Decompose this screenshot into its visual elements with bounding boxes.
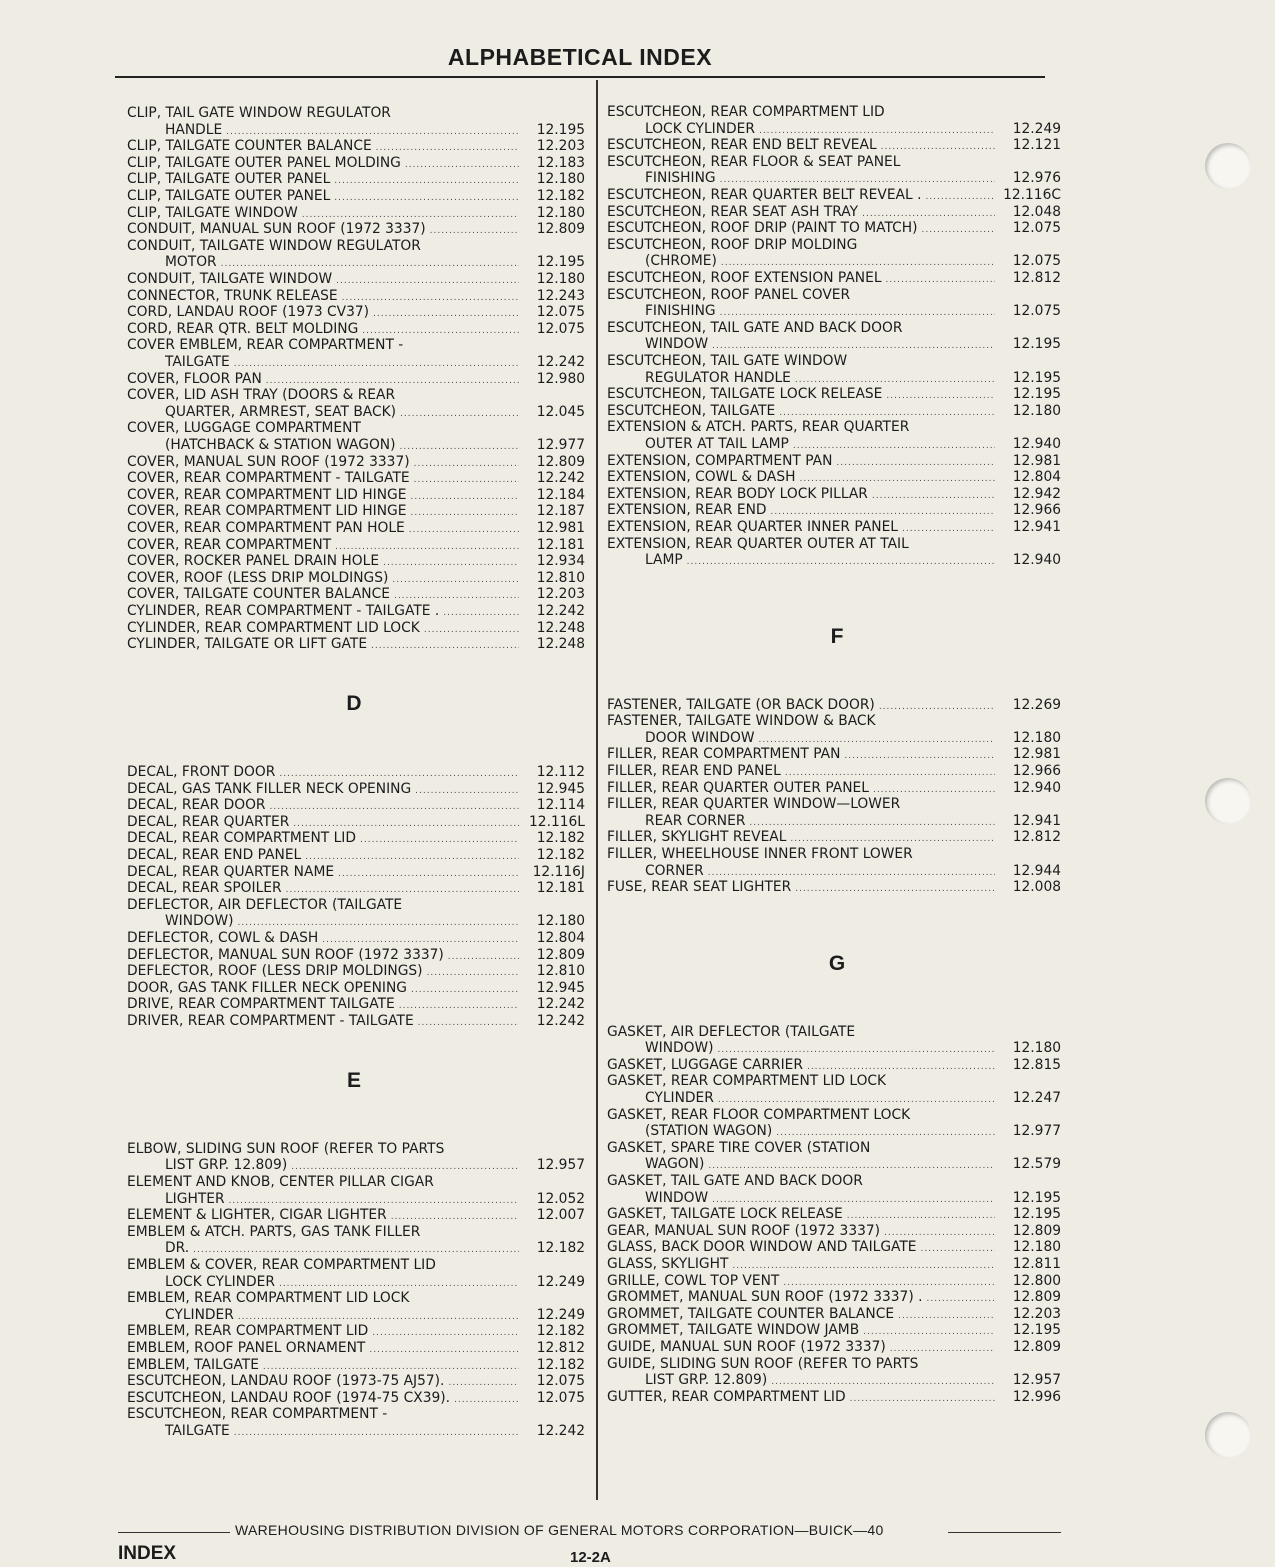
entry-group-number: 12.180 — [1012, 1040, 1061, 1057]
entry-group-number: 12.181 — [536, 536, 585, 553]
entry-group-number: 12.579 — [1012, 1156, 1061, 1173]
index-entry — [127, 1290, 585, 1325]
entry-text: COVER, REAR COMPARTMENT - TAILGATE — [127, 470, 410, 487]
entry-text: ELBOW, SLIDING SUN ROOF (REFER TO PARTS — [127, 1140, 445, 1157]
entry-text: DECAL, REAR QUARTER NAME — [127, 863, 335, 880]
entry-group-number: 12.809 — [536, 221, 585, 238]
entry-text: EMBLEM, REAR COMPARTMENT LID — [127, 1323, 369, 1340]
entry-text: (HATCHBACK & STATION WAGON) — [165, 436, 396, 453]
entry-group-number: 12.940 — [1012, 552, 1061, 569]
index-entry — [607, 879, 1061, 898]
index-entry — [127, 1141, 585, 1176]
entry-group-number: 12.195 — [1012, 1322, 1061, 1339]
index-entry — [607, 154, 1061, 189]
entry-group-number: 12.966 — [1012, 502, 1061, 519]
entry-group-number: 12.121 — [1012, 137, 1061, 154]
entry-group-number: 12.242 — [536, 603, 585, 619]
entry-group-number: 12.075 — [536, 320, 585, 337]
entry-group-number: 12.180 — [536, 171, 585, 188]
entry-text: DOOR WINDOW — [645, 729, 755, 746]
entry-text: DECAL, REAR COMPARTMENT LID — [127, 830, 357, 847]
entry-text: CORD, LANDAU ROOF (1973 CV37) — [127, 304, 370, 321]
entry-text: GROMMET, TAILGATE COUNTER BALANCE — [607, 1305, 895, 1322]
entry-group-number: 12.195 — [1012, 386, 1061, 403]
index-entry — [607, 1073, 1061, 1108]
entry-text: GROMMET, TAILGATE WINDOW JAMB — [607, 1322, 860, 1339]
entry-text: ESCUTCHEON, TAIL GATE WINDOW — [607, 353, 848, 369]
entry-text: ESCUTCHEON, TAILGATE — [607, 402, 776, 419]
entry-text: COVER, FLOOR PAN — [127, 370, 262, 387]
entry-group-number: 12.182 — [536, 188, 585, 204]
entry-group-number: 12.981 — [536, 520, 585, 536]
entry-text: EMBLEM, ROOF PANEL ORNAMENT — [127, 1340, 366, 1357]
footer-page-number: 12-2A — [570, 1549, 611, 1566]
entry-text: GEAR, MANUAL SUN ROOF (1972 3337) — [607, 1222, 881, 1239]
entry-text: ESCUTCHEON, ROOF DRIP (PAINT TO MATCH) — [607, 220, 918, 237]
entry-group-number: 12.195 — [1012, 336, 1061, 353]
index-entry — [127, 105, 585, 140]
index-entry — [607, 1024, 1061, 1059]
entry-text: COVER, MANUAL SUN ROOF (1972 3337) — [127, 453, 410, 470]
entry-group-number: 12.116C — [1003, 187, 1061, 203]
entry-text: LIST GRP. 12.809) — [645, 1372, 768, 1389]
entry-text: ESCUTCHEON, REAR END BELT REVEAL — [607, 137, 877, 154]
entry-text: EXTENSION, REAR QUARTER INNER PANEL — [607, 519, 898, 535]
entry-text: WINDOW) — [645, 1040, 714, 1057]
entry-text: WINDOW — [645, 1189, 709, 1206]
entry-group-number: 12.180 — [536, 271, 585, 287]
entry-text: FASTENER, TAILGATE (OR BACK DOOR) — [607, 696, 875, 713]
entry-text: GASKET, TAILGATE LOCK RELEASE — [607, 1206, 843, 1223]
entry-text: GLASS, BACK DOOR WINDOW AND TAILGATE — [607, 1239, 917, 1256]
entry-group-number: 12.941 — [1012, 519, 1061, 535]
entry-text: CYLINDER — [165, 1306, 234, 1323]
entry-text: EMBLEM, TAILGATE — [127, 1356, 259, 1373]
entry-text: EXTENSION, COWL & DASH — [607, 469, 796, 486]
entry-text: FILLER, REAR QUARTER WINDOW—LOWER — [607, 796, 901, 813]
entry-text: ESCUTCHEON, REAR FLOOR & SEAT PANEL — [607, 153, 901, 170]
entry-text: GASKET, LUGGAGE CARRIER — [607, 1056, 803, 1073]
entry-group-number: 12.809 — [536, 453, 585, 470]
entry-group-number: 12.075 — [1012, 253, 1061, 270]
entry-group-number: 12.809 — [1012, 1339, 1061, 1356]
entry-group-number: 12.804 — [1012, 469, 1061, 486]
index-entry — [607, 796, 1061, 831]
entry-text: COVER EMBLEM, REAR COMPARTMENT - — [127, 337, 404, 354]
entry-text: GUTTER, REAR COMPARTMENT LID — [607, 1388, 846, 1405]
entry-group-number: 12.945 — [536, 979, 585, 996]
column-divider — [596, 80, 598, 1500]
entry-text: REGULATOR HANDLE — [645, 369, 791, 386]
entry-text: FILLER, REAR COMPARTMENT PAN — [607, 746, 841, 763]
index-entry — [607, 1389, 1061, 1408]
index-entry — [127, 636, 585, 655]
index-entry — [607, 1173, 1061, 1208]
entry-text: ESCUTCHEON, REAR COMPARTMENT LID — [607, 104, 885, 120]
section-letter-f: F — [830, 624, 844, 648]
entry-text: CLIP, TAILGATE OUTER PANEL MOLDING — [127, 154, 401, 171]
entry-group-number: 12.242 — [536, 353, 585, 370]
entry-group-number: 12.249 — [536, 1273, 585, 1290]
section-letter-g: G — [828, 951, 846, 975]
entry-group-number: 12.242 — [536, 1423, 585, 1440]
entry-text: DRIVER, REAR COMPARTMENT - TAILGATE — [127, 1013, 414, 1030]
entry-group-number: 12.977 — [1012, 1123, 1061, 1140]
index-entry — [607, 713, 1061, 748]
entry-group-number: 12.811 — [1012, 1256, 1061, 1273]
footer-rule-left — [118, 1532, 230, 1533]
entry-text: CLIP, TAILGATE COUNTER BALANCE — [127, 138, 372, 155]
entry-text: ESCUTCHEON, LANDAU ROOF (1973-75 AJ57). — [127, 1373, 445, 1390]
entry-text: WINDOW) — [165, 913, 234, 930]
entry-group-number: 12.966 — [1012, 763, 1061, 780]
entry-text: COVER, TAILGATE COUNTER BALANCE — [127, 586, 390, 603]
entry-text: EMBLEM, REAR COMPARTMENT LID LOCK — [127, 1290, 410, 1307]
entry-group-number: 12.052 — [536, 1190, 585, 1207]
footer-section-label: INDEX — [118, 1543, 177, 1564]
entry-text: ELEMENT & LIGHTER, CIGAR LIGHTER — [127, 1207, 387, 1224]
entry-text: CYLINDER, REAR COMPARTMENT - TAILGATE . — [127, 603, 440, 619]
entry-group-number: 12.996 — [1012, 1388, 1061, 1405]
entry-group-number: 12.075 — [536, 1373, 585, 1390]
entry-text: EXTENSION & ATCH. PARTS, REAR QUARTER — [607, 419, 910, 436]
entry-group-number: 12.180 — [1012, 729, 1061, 746]
entry-group-number: 12.182 — [536, 1323, 585, 1340]
entry-group-number: 12.809 — [536, 946, 585, 963]
section-letter-d: D — [346, 692, 362, 715]
entry-group-number: 12.934 — [536, 553, 585, 570]
entry-group-number: 12.075 — [1012, 303, 1061, 320]
entry-group-number: 12.800 — [1012, 1272, 1061, 1289]
entry-group-number: 12.112 — [536, 764, 585, 781]
index-entry — [607, 1356, 1061, 1391]
entry-group-number: 12.981 — [1012, 746, 1061, 763]
entry-group-number: 12.945 — [536, 780, 585, 797]
index-entry — [607, 287, 1061, 322]
entry-text: DOOR, GAS TANK FILLER NECK OPENING — [127, 979, 407, 996]
entry-text: DRIVE, REAR COMPARTMENT TAILGATE — [127, 996, 395, 1013]
entry-group-number: 12.075 — [536, 1389, 585, 1406]
entry-group-number: 12.242 — [536, 1013, 585, 1030]
entry-group-number: 12.815 — [1012, 1056, 1061, 1073]
entry-group-number: 12.804 — [536, 930, 585, 947]
entry-text: CORD, REAR QTR. BELT MOLDING — [127, 320, 359, 337]
entry-text: CYLINDER — [645, 1090, 714, 1107]
entry-text: DECAL, REAR DOOR — [127, 797, 266, 814]
entry-group-number: 12.007 — [536, 1207, 585, 1224]
entry-text: COVER, ROCKER PANEL DRAIN HOLE — [127, 553, 380, 570]
entry-text: DEFLECTOR, MANUAL SUN ROOF (1972 3337) — [127, 946, 444, 963]
binder-hole-middle — [1205, 778, 1251, 824]
footer-publisher: WAREHOUSING DISTRIBUTION DIVISION OF GENERAL MOTORS CORPORATION—BUICK—40 — [235, 1522, 884, 1538]
entry-text: GASKET, REAR COMPARTMENT LID LOCK — [607, 1073, 887, 1090]
index-entry — [127, 387, 585, 422]
index-entry — [607, 104, 1061, 139]
entry-group-number: 12.075 — [1012, 220, 1061, 237]
entry-group-number: 12.182 — [536, 847, 585, 864]
entry-text: CLIP, TAIL GATE WINDOW REGULATOR — [127, 105, 391, 121]
index-entry — [607, 353, 1061, 388]
entry-text: ESCUTCHEON, ROOF EXTENSION PANEL — [607, 270, 882, 286]
entry-group-number: 12.976 — [1012, 170, 1061, 187]
entry-text: CONDUIT, MANUAL SUN ROOF (1972 3337) — [127, 221, 426, 238]
entry-text: TAILGATE — [165, 1423, 230, 1440]
entry-group-number: 12.048 — [1012, 203, 1061, 220]
entry-text: CLIP, TAILGATE OUTER PANEL — [127, 171, 331, 188]
entry-text: ESCUTCHEON, LANDAU ROOF (1974-75 CX39). — [127, 1389, 451, 1406]
index-entry — [127, 1406, 585, 1441]
entry-text: ESCUTCHEON, REAR QUARTER BELT REVEAL . — [607, 187, 922, 203]
section-letter-e: E — [346, 1068, 361, 1092]
entry-group-number: 12.942 — [1012, 485, 1061, 502]
entry-text: LAMP — [645, 552, 683, 569]
entry-text: DEFLECTOR, AIR DEFLECTOR (TAILGATE — [127, 896, 403, 913]
entry-group-number: 12.195 — [1012, 1206, 1061, 1223]
entry-group-number: 12.242 — [536, 996, 585, 1013]
entry-text: GUIDE, MANUAL SUN ROOF (1972 3337) — [607, 1339, 886, 1356]
entry-text: LOCK CYLINDER — [645, 120, 755, 137]
entry-text: FILLER, SKYLIGHT REVEAL — [607, 829, 787, 846]
dot-leader — [371, 638, 519, 655]
entry-text: ESCUTCHEON, ROOF DRIP MOLDING — [607, 236, 858, 253]
entry-group-number: 12.203 — [1012, 1305, 1061, 1322]
entry-text: COVER, REAR COMPARTMENT LID HINGE — [127, 486, 407, 503]
entry-group-number: 12.203 — [536, 586, 585, 603]
entry-text: EMBLEM & ATCH. PARTS, GAS TANK FILLER — [127, 1223, 421, 1240]
index-entry — [607, 419, 1061, 454]
entry-text: GROMMET, MANUAL SUN ROOF (1972 3337) . — [607, 1289, 923, 1306]
entry-group-number: 12.114 — [536, 797, 585, 814]
index-entry — [127, 238, 585, 273]
index-entry — [127, 1257, 585, 1292]
entry-text: GASKET, SPARE TIRE COVER (STATION — [607, 1139, 871, 1156]
entry-text: CYLINDER, REAR COMPARTMENT LID LOCK — [127, 619, 420, 636]
entry-group-number: 12.977 — [536, 436, 585, 453]
entry-group-number: 12.195 — [536, 254, 585, 271]
index-entry — [127, 1174, 585, 1209]
entry-text: TAILGATE — [165, 353, 230, 370]
dot-leader — [418, 1015, 519, 1032]
entry-text: FASTENER, TAILGATE WINDOW & BACK — [607, 713, 876, 730]
index-entry — [607, 846, 1061, 881]
entry-text: FUSE, REAR SEAT LIGHTER — [607, 879, 792, 896]
entry-group-number: 12.180 — [536, 913, 585, 930]
entry-text: CONNECTOR, TRUNK RELEASE — [127, 287, 338, 304]
entry-group-number: 12.180 — [1012, 402, 1061, 419]
entry-group-number: 12.249 — [536, 1306, 585, 1323]
dot-leader — [850, 1391, 995, 1408]
entry-group-number: 12.810 — [536, 569, 585, 586]
entry-text: CYLINDER, TAILGATE OR LIFT GATE — [127, 636, 368, 653]
index-entry — [607, 536, 1061, 571]
entry-text: CLIP, TAILGATE OUTER PANEL — [127, 188, 331, 204]
entry-text: EXTENSION, REAR BODY LOCK PILLAR — [607, 485, 868, 502]
entry-group-number: 12.180 — [1012, 1239, 1061, 1256]
entry-text: EMBLEM & COVER, REAR COMPARTMENT LID — [127, 1257, 436, 1274]
entry-text: HANDLE — [165, 121, 223, 138]
entry-text: LIST GRP. 12.809) — [165, 1157, 288, 1174]
entry-group-number: 12.269 — [1012, 696, 1061, 713]
entry-text: FINISHING — [645, 303, 716, 320]
entry-group-number: 12.810 — [536, 963, 585, 980]
index-entry — [127, 420, 585, 455]
index-entry — [127, 897, 585, 932]
entry-group-number: 12.181 — [536, 880, 585, 897]
entry-text: ESCUTCHEON, TAIL GATE AND BACK DOOR — [607, 319, 903, 336]
entry-group-number: 12.116L — [529, 813, 585, 830]
entry-group-number: 12.183 — [536, 154, 585, 171]
entry-text: ESCUTCHEON, REAR COMPARTMENT - — [127, 1406, 388, 1423]
entry-group-number: 12.981 — [1012, 452, 1061, 469]
entry-group-number: 12.941 — [1012, 812, 1061, 829]
entry-group-number: 12.940 — [1012, 435, 1061, 452]
index-entry — [607, 1107, 1061, 1142]
entry-text: ELEMENT AND KNOB, CENTER PILLAR CIGAR — [127, 1174, 434, 1191]
entry-group-number: 12.248 — [536, 636, 585, 653]
entry-text: GLASS, SKYLIGHT — [607, 1256, 729, 1273]
dot-leader — [234, 1425, 519, 1442]
entry-group-number: 12.187 — [536, 503, 585, 520]
entry-group-number: 12.045 — [536, 403, 585, 420]
entry-text: COVER, REAR COMPARTMENT — [127, 536, 332, 553]
dot-leader — [687, 554, 995, 571]
page-title: ALPHABETICAL INDEX — [447, 44, 713, 70]
entry-group-number: 12.195 — [1012, 369, 1061, 386]
entry-group-number: 12.247 — [1012, 1090, 1061, 1107]
entry-group-number: 12.809 — [1012, 1289, 1061, 1306]
entry-text: WAGON) — [645, 1156, 705, 1173]
entry-text: GRILLE, COWL TOP VENT — [607, 1272, 780, 1289]
entry-group-number: 12.182 — [536, 1356, 585, 1373]
entry-text: DECAL, REAR END PANEL — [127, 847, 302, 864]
entry-group-number: 12.980 — [536, 370, 585, 387]
entry-group-number: 12.812 — [1012, 829, 1061, 846]
entry-text: ESCUTCHEON, REAR SEAT ASH TRAY — [607, 203, 859, 220]
entry-text: WINDOW — [645, 336, 709, 353]
entry-group-number: 12.249 — [1012, 120, 1061, 137]
entry-text: DECAL, REAR SPOILER — [127, 880, 282, 897]
entry-group-number: 12.809 — [1012, 1222, 1061, 1239]
index-entry — [607, 1140, 1061, 1175]
entry-text: CORNER — [645, 862, 704, 879]
entry-group-number: 12.957 — [536, 1157, 585, 1174]
entry-group-number: 12.182 — [536, 830, 585, 847]
entry-text: COVER, REAR COMPARTMENT PAN HOLE — [127, 520, 405, 536]
entry-text: LOCK CYLINDER — [165, 1273, 275, 1290]
entry-group-number: 12.957 — [1012, 1372, 1061, 1389]
entry-group-number: 12.242 — [536, 470, 585, 487]
entry-text: CONDUIT, TAILGATE WINDOW — [127, 271, 333, 287]
entry-group-number: 12.812 — [536, 1340, 585, 1357]
entry-text: MOTOR — [165, 254, 217, 271]
entry-text: EXTENSION, REAR END — [607, 502, 767, 519]
entry-text: DEFLECTOR, COWL & DASH — [127, 930, 319, 947]
entry-text: ESCUTCHEON, ROOF PANEL COVER — [607, 286, 851, 303]
index-entry — [607, 320, 1061, 355]
entry-group-number: 12.075 — [536, 304, 585, 321]
entry-group-number: 12.182 — [536, 1240, 585, 1257]
binder-hole-bottom — [1205, 1412, 1251, 1458]
entry-group-number: 12.008 — [1012, 879, 1061, 896]
entry-text: COVER, ROOF (LESS DRIP MOLDINGS) — [127, 569, 389, 586]
entry-text: FILLER, REAR QUARTER OUTER PANEL — [607, 779, 869, 796]
entry-group-number: 12.940 — [1012, 779, 1061, 796]
entry-group-number: 12.184 — [536, 486, 585, 503]
entry-text: EXTENSION, REAR QUARTER OUTER AT TAIL — [607, 535, 909, 552]
entry-text: DECAL, FRONT DOOR — [127, 764, 276, 781]
entry-text: FILLER, REAR END PANEL — [607, 763, 781, 780]
title-rule — [115, 76, 1045, 78]
entry-text: ESCUTCHEON, TAILGATE LOCK RELEASE — [607, 386, 883, 403]
entry-text: COVER, LID ASH TRAY (DOORS & REAR — [127, 387, 396, 404]
entry-text: CONDUIT, TAILGATE WINDOW REGULATOR — [127, 237, 421, 254]
entry-text: GASKET, TAIL GATE AND BACK DOOR — [607, 1173, 863, 1190]
entry-text: FINISHING — [645, 170, 716, 187]
footer-rule-right — [948, 1532, 1061, 1533]
entry-group-number: 12.195 — [1012, 1189, 1061, 1206]
entry-text: REAR CORNER — [645, 812, 746, 829]
entry-text: GASKET, AIR DEFLECTOR (TAILGATE — [607, 1023, 856, 1040]
entry-text: FILLER, WHEELHOUSE INNER FRONT LOWER — [607, 846, 913, 863]
entry-text: (CHROME) — [645, 253, 717, 270]
dot-leader — [795, 881, 995, 898]
entry-group-number: 12.203 — [536, 138, 585, 155]
entry-text: DECAL, REAR QUARTER — [127, 813, 290, 830]
entry-group-number: 12.248 — [536, 619, 585, 636]
entry-group-number: 12.812 — [1012, 270, 1061, 286]
index-entry — [127, 1224, 585, 1259]
entry-group-number: 12.116J — [532, 863, 585, 880]
entry-text: EXTENSION, COMPARTMENT PAN — [607, 452, 833, 469]
entry-text: COVER, REAR COMPARTMENT LID HINGE — [127, 503, 407, 520]
entry-text: (STATION WAGON) — [645, 1123, 773, 1140]
entry-group-number: 12.195 — [536, 121, 585, 138]
entry-group-number: 12.944 — [1012, 862, 1061, 879]
binder-hole-top — [1205, 143, 1251, 189]
entry-text: DR. — [165, 1240, 190, 1257]
entry-text: COVER, LUGGAGE COMPARTMENT — [127, 420, 361, 437]
entry-text: OUTER AT TAIL LAMP — [645, 435, 789, 452]
entry-group-number: 12.180 — [536, 204, 585, 221]
index-entry — [127, 1013, 585, 1032]
index-entry — [607, 237, 1061, 272]
entry-text: DECAL, GAS TANK FILLER NECK OPENING — [127, 780, 412, 797]
entry-text: CLIP, TAILGATE WINDOW — [127, 204, 298, 221]
entry-text: QUARTER, ARMREST, SEAT BACK) — [165, 403, 397, 420]
entry-text: LIGHTER — [165, 1190, 225, 1207]
entry-text: DEFLECTOR, ROOF (LESS DRIP MOLDINGS) — [127, 963, 423, 980]
index-entry — [127, 337, 585, 372]
entry-group-number: 12.243 — [536, 287, 585, 304]
entry-text: GUIDE, SLIDING SUN ROOF (REFER TO PARTS — [607, 1355, 919, 1372]
entry-text: GASKET, REAR FLOOR COMPARTMENT LOCK — [607, 1106, 911, 1123]
